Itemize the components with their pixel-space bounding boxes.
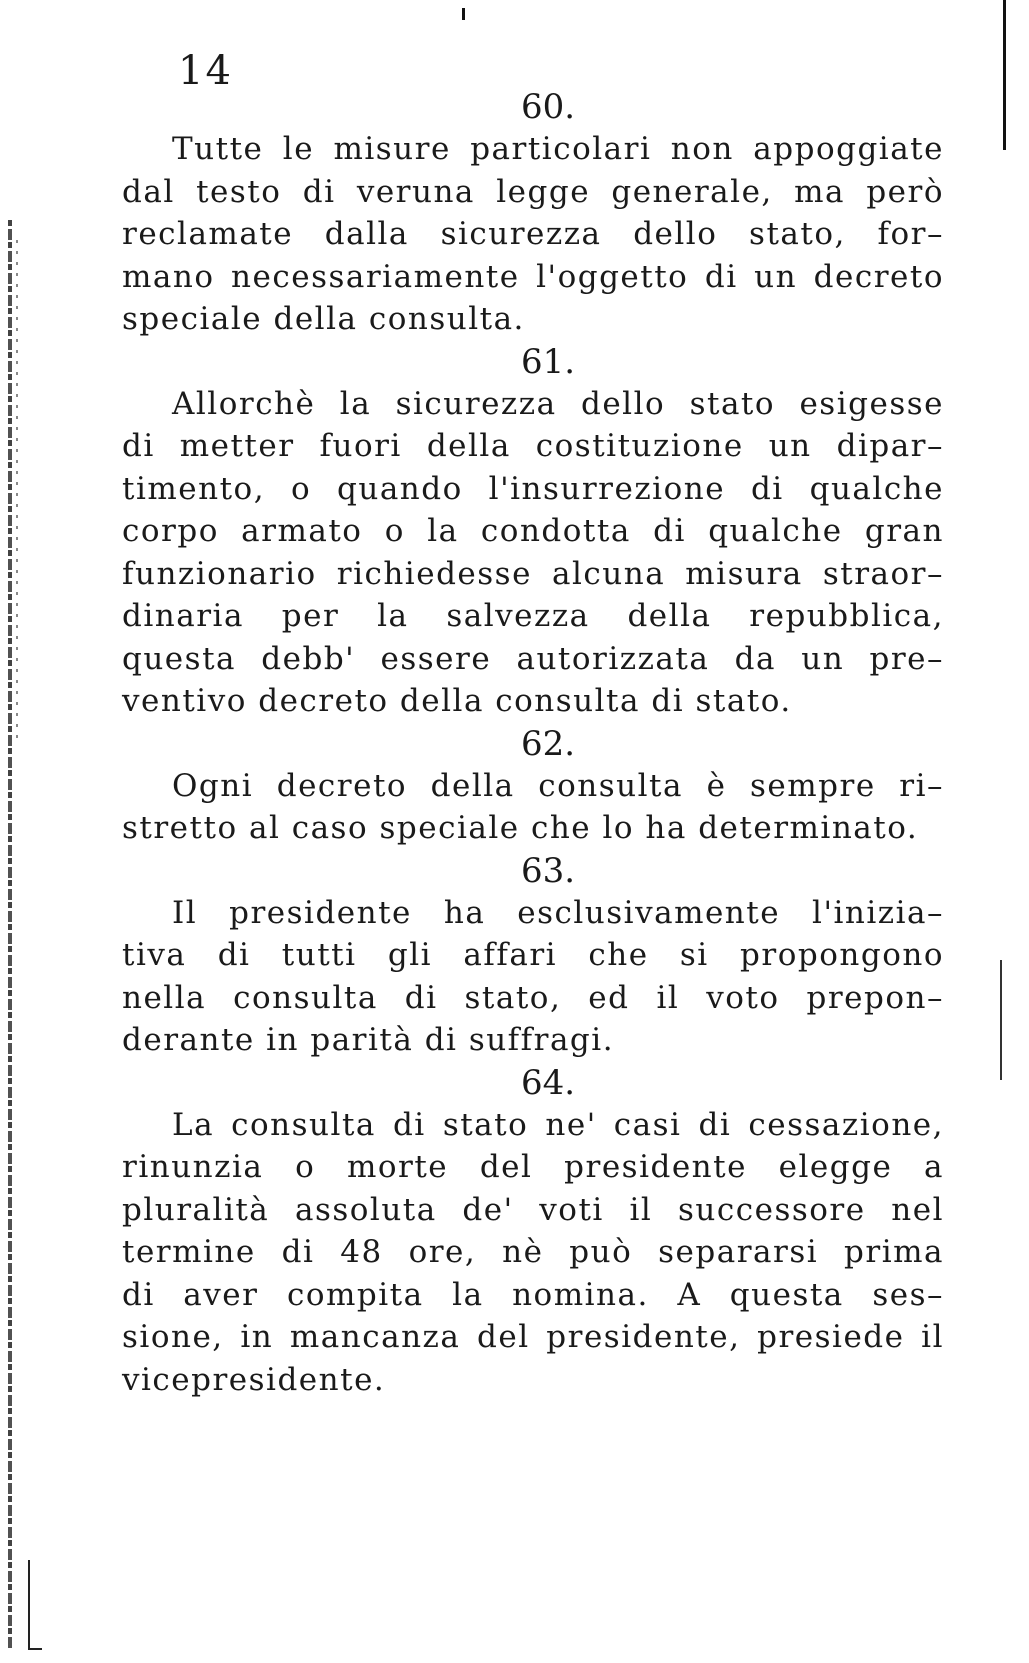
text-line: mano necessariamente l'oggetto di un decreto xyxy=(122,258,944,295)
text-line: nella consulta di stato, ed il voto prepon– xyxy=(122,979,944,1016)
binding-edge xyxy=(8,220,12,1650)
text-line: corpo armato o la condotta di qualche gran xyxy=(122,513,944,549)
article-number: 64. xyxy=(520,1062,576,1103)
text-line: Allorchè la sicurezza dello stato esigesse xyxy=(172,385,944,422)
text-line: di metter fuori della costituzione un dipar– xyxy=(122,428,944,464)
text-line: tiva di tutti gli affari che si propongono xyxy=(122,937,944,973)
page-border-right xyxy=(1003,0,1006,150)
text-line: dal testo di veruna legge generale, ma però xyxy=(122,173,944,210)
scan-speck xyxy=(462,8,465,20)
page-border-tick xyxy=(1000,960,1002,1080)
binding-edge-shadow xyxy=(16,240,18,740)
text-line: derante in parità di suffragi. xyxy=(122,1022,615,1058)
text-line: sione, in mancanza del presidente, presiede il xyxy=(122,1319,944,1355)
text-line: Tutte le misure particolari non appoggiate xyxy=(172,131,944,167)
text-line: Ogni decreto della consulta è sempre ri– xyxy=(172,767,944,804)
text-line: ventivo decreto della consulta di stato. xyxy=(122,683,792,719)
text-line: reclamate dalla sicurezza dello stato, for– xyxy=(122,216,944,252)
text-line: timento, o quando l'insurrezione di qualche xyxy=(122,470,944,507)
text-line: rinunzia o morte del presidente elegge a xyxy=(122,1149,944,1185)
text-line: funzionario richiedesse alcuna misura straor– xyxy=(122,555,944,592)
text-line: pluralità assoluta de' voti il successore nel xyxy=(122,1191,944,1228)
text-line: vicepresidente. xyxy=(122,1361,386,1398)
text-line: dinaria per la salvezza della repubblica, xyxy=(122,598,944,634)
text-body xyxy=(122,86,944,1401)
text-line: La consulta di stato ne' casi di cessazione, xyxy=(172,1106,944,1143)
page-corner-mark xyxy=(28,1560,30,1650)
text-line: Il presidente ha esclusivamente l'inizia– xyxy=(172,894,944,931)
page-number: 14 xyxy=(178,48,233,94)
article-number: 63. xyxy=(520,850,576,891)
text-line: di aver compita la nomina. A questa ses– xyxy=(122,1276,944,1313)
text-line: questa debb' essere autorizzata da un pre– xyxy=(122,640,944,677)
text-line: termine di 48 ore, nè può separarsi prima xyxy=(122,1234,944,1270)
page-corner-mark-foot xyxy=(28,1648,42,1650)
article-number: 61. xyxy=(520,341,576,382)
text-line: speciale della consulta. xyxy=(122,301,525,337)
article-number: 60. xyxy=(520,87,576,127)
text-line: stretto al caso speciale che lo ha determinato. xyxy=(122,810,919,846)
article-number: 62. xyxy=(520,723,576,764)
